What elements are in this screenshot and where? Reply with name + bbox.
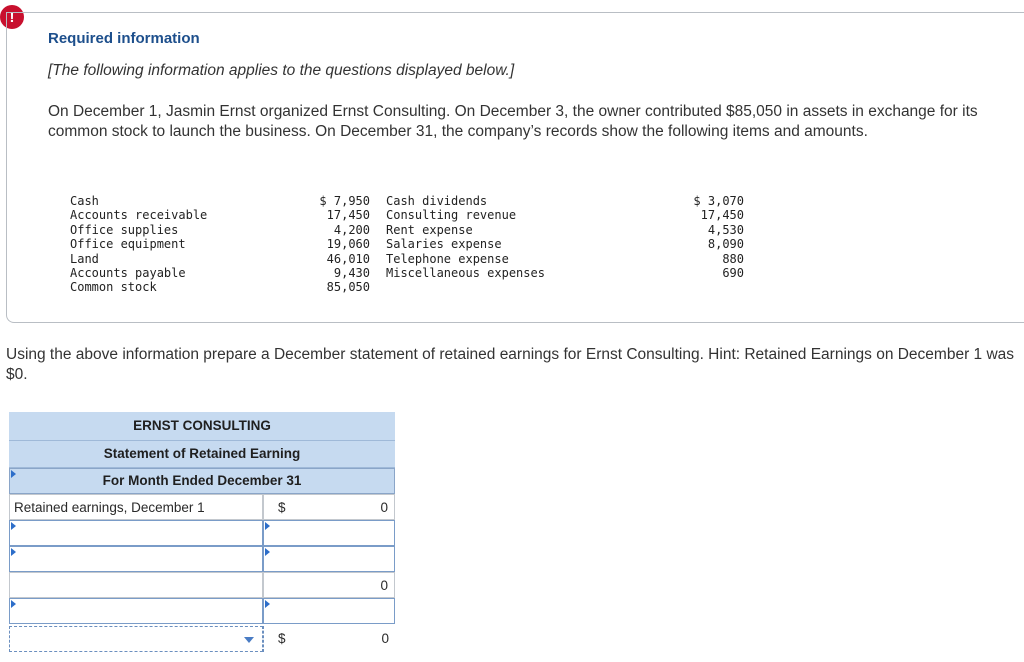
item-name: Miscellaneous expenses [386,265,545,280]
table-row [9,626,395,652]
ending-amount-cell [263,626,395,652]
item-amount: 8,090 [707,237,744,252]
statement-company: ERNST CONSULTING [9,412,395,441]
line-item-amount-input-3[interactable] [263,598,395,624]
statement-period[interactable] [9,468,395,494]
input-marker-icon [265,548,270,556]
item-name: Salaries expense [386,237,502,252]
item-name: Telephone expense [386,251,509,266]
item-amount: 880 [722,251,744,266]
item-name: Office equipment [70,237,186,252]
line-item-label-input-2[interactable] [9,546,263,572]
table-row [9,520,395,546]
subtotal-label-cell [9,572,263,598]
statement-title: Statement of Retained Earning [9,441,395,468]
statement-period-text: For Month Ended December 31 [102,473,302,488]
input-marker-icon [265,600,270,608]
item-name: Accounts receivable [70,208,208,223]
required-info-note: [The following information applies to the questions displayed below.] [48,62,515,79]
item-amount: 4,200 [333,222,370,237]
item-amount: 46,010 [326,251,370,266]
input-marker-icon [11,522,16,530]
alert-icon: ! [0,5,24,29]
table-row [9,572,395,598]
item-name: Common stock [70,280,157,295]
item-amount: $ 7,950 [319,194,370,208]
items-right-amounts [660,194,744,280]
ending-label-select[interactable] [9,626,263,652]
item-name: Cash dividends [386,194,488,208]
chevron-down-icon[interactable] [244,637,254,643]
item-amount: 690 [722,265,744,280]
table-row [9,546,395,572]
line-item-label-input-3[interactable] [9,598,263,624]
input-marker-icon [11,470,16,478]
line-item-amount-input-2[interactable] [263,546,395,572]
intro-paragraph: On December 1, Jasmin Ernst organized Ernst Consulting. On December 3, the owner contributed $85,050 in assets in exchange for its common stock to launch the business. On December 31, the company’s records show the following items and amounts. [48,103,978,140]
item-amount: 4,530 [707,222,744,237]
question-text: Using the above information prepare a December statement of retained earnings for Ernst Consulting. Hint: Retained Earnings on December 1 was $0. [6,346,1015,383]
item-name: Rent expense [386,222,473,237]
item-name: Consulting revenue [386,208,517,223]
items-left-amounts [290,194,370,295]
item-amount: 17,450 [326,208,370,223]
dollar-sign: $ [278,500,286,515]
table-row [9,494,395,520]
input-marker-icon [11,548,16,556]
required-info-title: Required information [48,30,200,47]
table-row [9,598,395,624]
item-name: Land [70,251,99,266]
item-amount: $ 3,070 [693,194,744,208]
dollar-sign: $ [278,631,286,646]
item-name: Accounts payable [70,265,186,280]
beginning-amount-cell [263,494,395,520]
beginning-label: Retained earnings, December 1 [9,494,263,520]
item-amount: 85,050 [326,280,370,295]
beginning-amount: 0 [380,500,388,515]
item-amount: 17,450 [700,208,744,223]
subtotal-amount-cell [263,572,395,598]
item-amount: 19,060 [326,237,370,252]
line-item-label-input-1[interactable] [9,520,263,546]
input-marker-icon [265,522,270,530]
items-right-names [386,194,545,280]
input-marker-icon [11,600,16,608]
subtotal-amount: 0 [380,578,388,593]
items-left-names [70,194,207,295]
ending-amount: 0 [381,631,389,646]
item-name: Office supplies [70,222,179,237]
item-amount: 9,430 [333,265,370,280]
line-item-amount-input-1[interactable] [263,520,395,546]
item-name: Cash [70,194,99,208]
